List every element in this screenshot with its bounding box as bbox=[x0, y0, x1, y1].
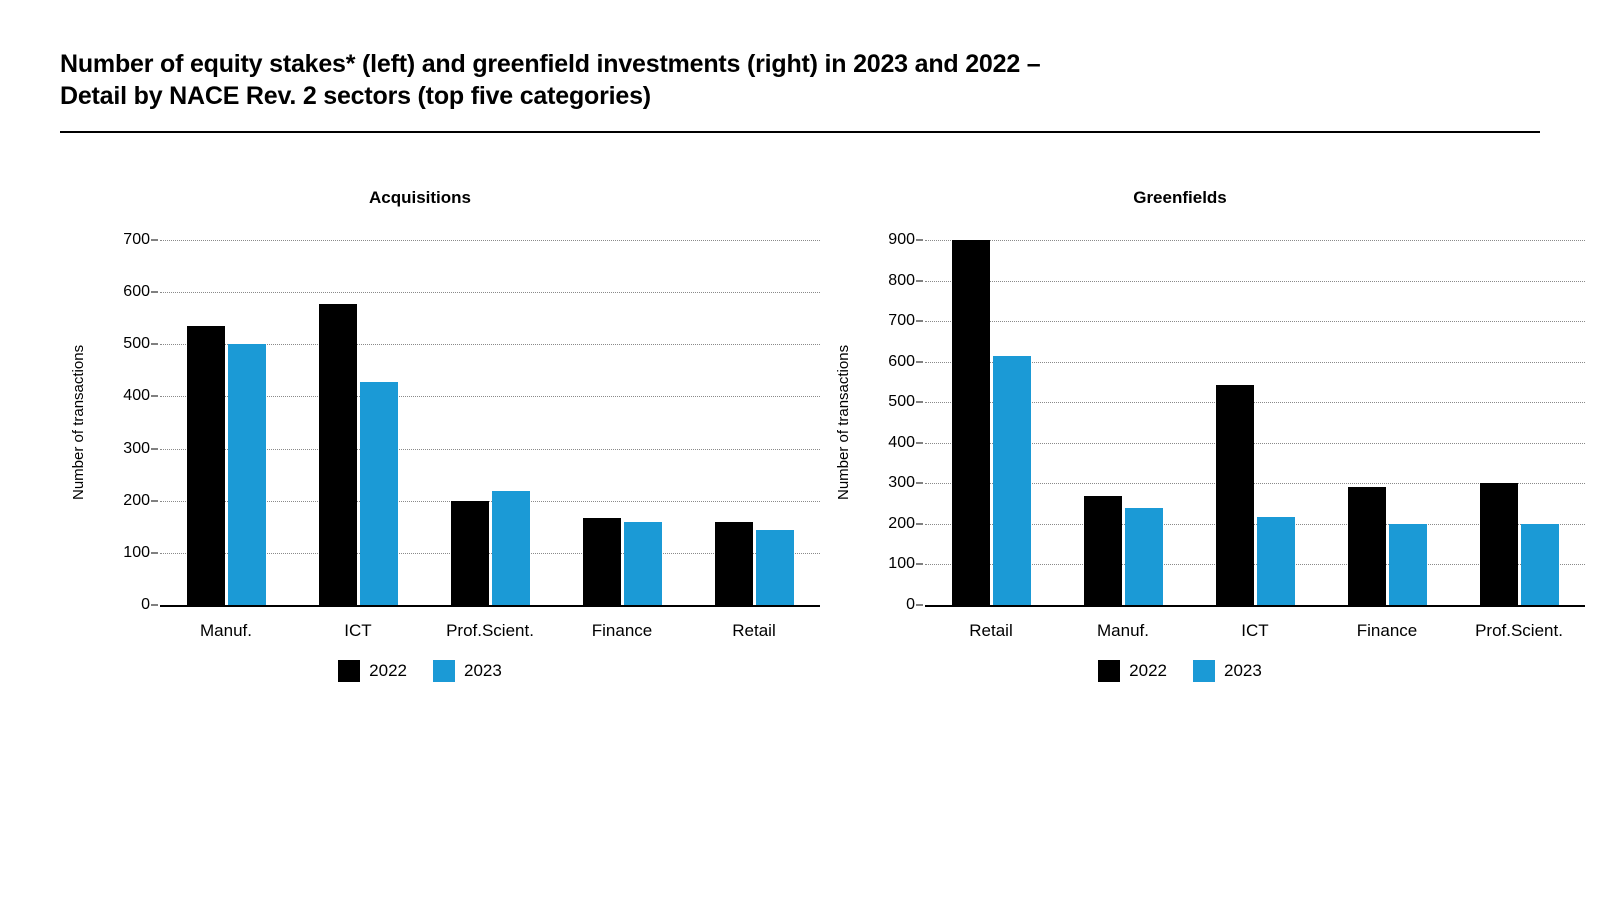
bar-2023 bbox=[228, 344, 266, 605]
plot-area-acquisitions bbox=[123, 231, 820, 640]
bar-2023 bbox=[624, 522, 662, 605]
chart-panel-acquisitions bbox=[40, 170, 800, 730]
legend-item-2023 bbox=[433, 660, 502, 682]
bar-2022 bbox=[952, 240, 990, 605]
bar-pair bbox=[583, 240, 662, 605]
y-axis-tick-mark bbox=[916, 605, 923, 606]
y-axis-tick-mark bbox=[151, 240, 158, 241]
y-axis-tick-label: 700 bbox=[123, 231, 150, 248]
panel-title-acquisitions: Acquisitions bbox=[368, 188, 471, 207]
x-axis-category-label: Retail bbox=[969, 621, 1013, 640]
bar-groups bbox=[925, 240, 1585, 640]
figure-title-line-1: Number of equity stakes* (left) and greenfield investments (right) in 2023 and 2022 – bbox=[60, 50, 1041, 78]
bar-2023 bbox=[360, 382, 398, 605]
bar-group bbox=[925, 240, 1057, 640]
y-axis-tick-label: 700 bbox=[888, 312, 915, 330]
x-axis-line bbox=[925, 605, 1585, 607]
figure-title-line-2: Detail by NACE Rev. 2 sectors (top five categories) bbox=[60, 82, 651, 110]
x-axis-category-label: ICT bbox=[1241, 621, 1269, 640]
x-axis-line bbox=[160, 605, 820, 607]
bar-2022 bbox=[583, 518, 621, 605]
legend-label-2022: 2022 bbox=[369, 661, 407, 680]
y-axis-tick-label: 0 bbox=[906, 596, 915, 613]
x-axis-category-label: Manuf. bbox=[1097, 621, 1149, 640]
bar-groups bbox=[160, 240, 820, 640]
y-axis-tick-label: 800 bbox=[888, 271, 915, 289]
y-axis-tick-label: 200 bbox=[888, 514, 915, 532]
bar-pair bbox=[319, 240, 398, 605]
title-divider bbox=[60, 131, 1540, 133]
y-axis-tick-label: 200 bbox=[123, 491, 150, 509]
legend-label-2023: 2023 bbox=[1224, 661, 1262, 680]
y-axis-tick-mark bbox=[151, 448, 158, 449]
y-axis-tick-mark bbox=[916, 321, 923, 322]
y-axis-tick-mark bbox=[151, 344, 158, 345]
bar-2022 bbox=[1480, 483, 1518, 605]
y-axis-tick-mark bbox=[916, 280, 923, 281]
y-axis-tick-mark bbox=[151, 292, 158, 293]
y-axis-title-acquisitions: Number of transactions bbox=[70, 344, 87, 500]
x-axis-category-label: Manuf. bbox=[200, 621, 252, 640]
y-axis-tick-label: 900 bbox=[888, 231, 915, 248]
x-axis-category-label: ICT bbox=[344, 621, 372, 640]
legend-item-2022 bbox=[338, 660, 407, 682]
y-axis-tick-mark bbox=[916, 483, 923, 484]
legend-swatch-2022 bbox=[1098, 660, 1120, 682]
y-axis-tick-mark bbox=[151, 396, 158, 397]
bar-2022 bbox=[1084, 496, 1122, 606]
x-axis-category-label: Finance bbox=[1356, 621, 1418, 640]
x-axis-category-label: Retail bbox=[732, 621, 776, 640]
bar-group bbox=[1057, 240, 1189, 640]
bar-pair bbox=[1480, 240, 1559, 605]
bar-2023 bbox=[1125, 508, 1163, 605]
legend-acquisitions bbox=[40, 660, 800, 682]
y-axis-title-greenfields: Number of transactions bbox=[835, 344, 852, 500]
bar-pair bbox=[187, 240, 266, 605]
bar-2022 bbox=[1216, 385, 1254, 605]
chart-panels bbox=[0, 170, 1600, 730]
y-axis-tick-mark bbox=[916, 564, 923, 565]
x-axis-category-label: Prof.Scient. bbox=[1475, 621, 1563, 640]
bar-2023 bbox=[492, 491, 530, 605]
bar-2022 bbox=[715, 522, 753, 605]
legend-item-2022 bbox=[1098, 660, 1167, 682]
bar-group bbox=[424, 240, 556, 640]
bar-group bbox=[1189, 240, 1321, 640]
bar-2023 bbox=[1257, 517, 1295, 605]
legend-label-2022: 2022 bbox=[1129, 661, 1167, 680]
bar-group bbox=[292, 240, 424, 640]
bar-pair bbox=[1348, 240, 1427, 605]
bar-group bbox=[1453, 240, 1585, 640]
y-axis-tick-label: 600 bbox=[123, 283, 150, 301]
panel-title-greenfields: Greenfields bbox=[1133, 188, 1227, 207]
bar-2023 bbox=[756, 530, 794, 605]
y-axis-tick-mark bbox=[151, 500, 158, 501]
bar-2023 bbox=[993, 356, 1031, 605]
figure-title bbox=[60, 48, 1540, 112]
bar-2022 bbox=[451, 501, 489, 605]
y-axis-tick-mark bbox=[916, 361, 923, 362]
y-axis-tick-label: 400 bbox=[123, 387, 150, 405]
bar-pair bbox=[952, 240, 1031, 605]
y-axis-tick-mark bbox=[916, 523, 923, 524]
y-axis-tick-mark bbox=[151, 605, 158, 606]
bar-group bbox=[160, 240, 292, 640]
legend-swatch-2023 bbox=[433, 660, 455, 682]
bar-pair bbox=[1084, 240, 1163, 605]
y-axis-tick-mark bbox=[151, 552, 158, 553]
bar-group bbox=[556, 240, 688, 640]
bar-2022 bbox=[1348, 487, 1386, 605]
x-axis-category-label: Prof.Scient. bbox=[446, 621, 534, 640]
plot-area-greenfields bbox=[888, 231, 1585, 640]
bar-pair bbox=[715, 240, 794, 605]
y-axis-tick-mark bbox=[916, 402, 923, 403]
chart-panel-greenfields bbox=[800, 170, 1563, 730]
bar-pair bbox=[1216, 240, 1295, 605]
y-axis-tick-label: 300 bbox=[888, 474, 915, 492]
y-axis-tick-label: 100 bbox=[888, 555, 915, 573]
legend-item-2023 bbox=[1193, 660, 1262, 682]
bar-pair bbox=[451, 240, 530, 605]
legend-greenfields bbox=[800, 660, 1560, 682]
y-axis-tick-label: 0 bbox=[141, 596, 150, 613]
y-axis-tick-label: 100 bbox=[123, 543, 150, 561]
y-axis-tick-label: 300 bbox=[123, 439, 150, 457]
bar-2022 bbox=[187, 326, 225, 605]
bar-group bbox=[1321, 240, 1453, 640]
bar-2023 bbox=[1521, 524, 1559, 605]
legend-swatch-2022 bbox=[338, 660, 360, 682]
y-axis-tick-label: 500 bbox=[123, 335, 150, 353]
x-axis-category-label: Finance bbox=[591, 621, 653, 640]
legend-label-2023: 2023 bbox=[464, 661, 502, 680]
y-axis-tick-label: 600 bbox=[888, 352, 915, 370]
y-axis-tick-mark bbox=[916, 240, 923, 241]
y-axis-tick-label: 500 bbox=[888, 393, 915, 411]
y-axis-tick-mark bbox=[916, 442, 923, 443]
bar-2022 bbox=[319, 304, 357, 605]
legend-swatch-2023 bbox=[1193, 660, 1215, 682]
bar-2023 bbox=[1389, 524, 1427, 605]
y-axis-tick-label: 400 bbox=[888, 433, 915, 451]
